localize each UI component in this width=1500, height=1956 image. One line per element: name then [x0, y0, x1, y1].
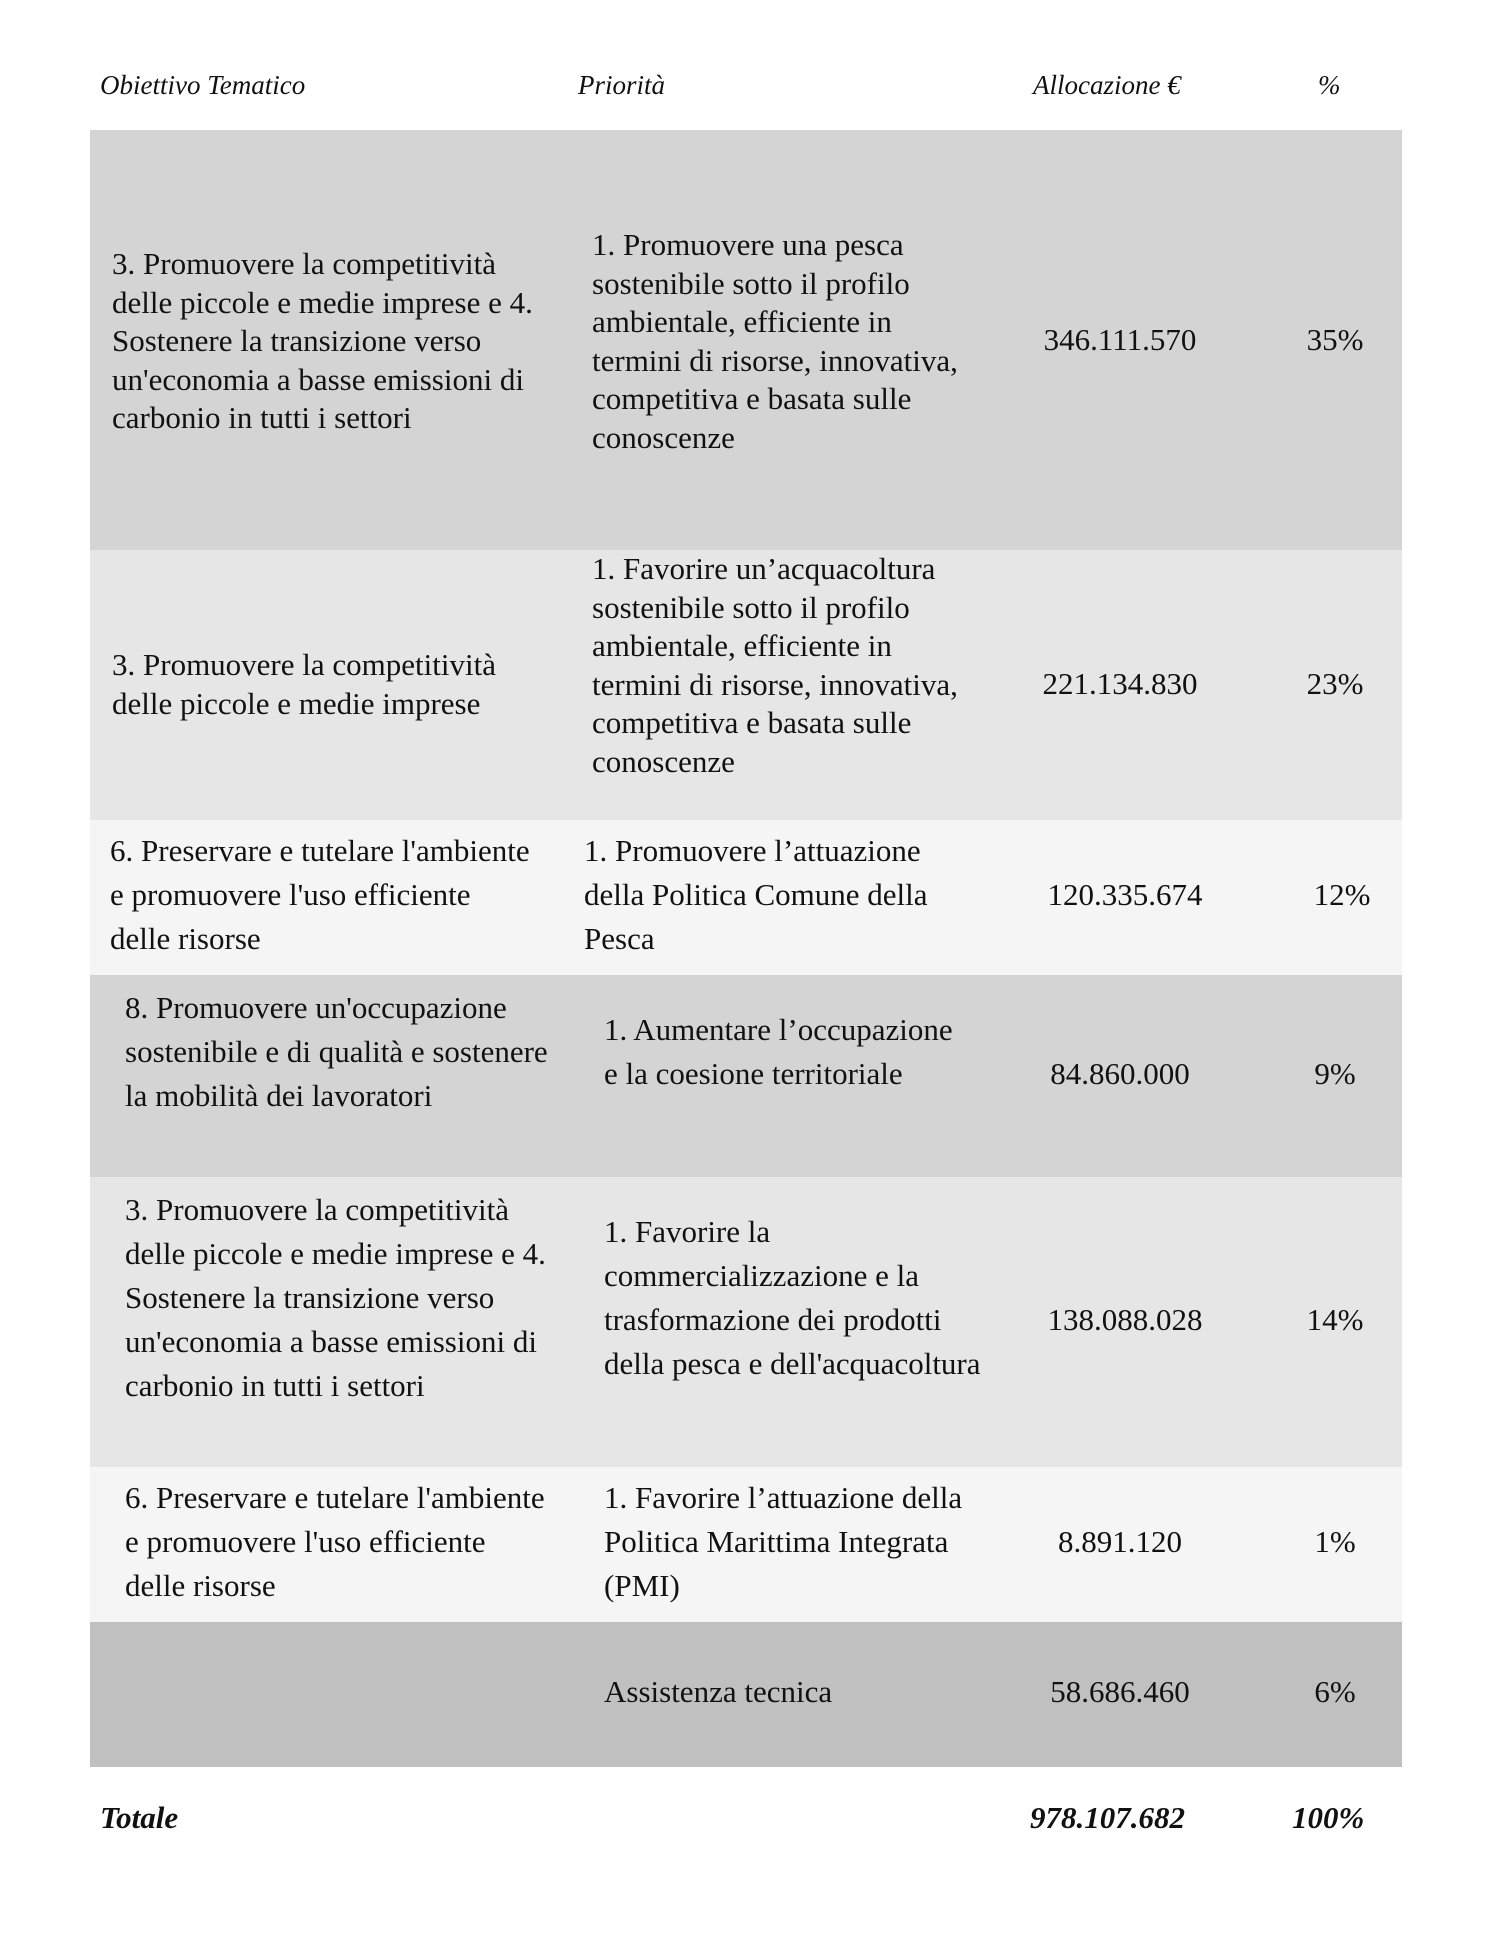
table-row: [90, 975, 1402, 1177]
percent-cell: 9%: [1314, 1056, 1356, 1091]
allocation-cell: 58.686.460: [1050, 1674, 1190, 1709]
table-row: [90, 1622, 1402, 1767]
percent-cell: 14%: [1306, 1302, 1364, 1337]
allocation-cell: 221.134.830: [1042, 666, 1198, 701]
priority-cell: 1. Favorire la commercializzazione e la trasformazione dei prodotti della pesca e dell'acquacoltura: [604, 1214, 981, 1381]
total-allocation: 978.107.682: [1030, 1800, 1185, 1835]
table-row: [90, 130, 1402, 550]
percent-cell: 1%: [1314, 1524, 1356, 1559]
header-percent: %: [1318, 70, 1341, 100]
priority-cell: 1. Promuovere l’attuazione della Politica Comune della Pesca: [584, 833, 928, 956]
allocation-cell: 84.860.000: [1050, 1056, 1190, 1091]
objective-cell: 8. Promuovere un'occupazione sostenibile e di qualità e sostenere la mobilità dei lavoratori: [125, 990, 548, 1113]
table-row: [90, 550, 1402, 820]
allocation-cell: 8.891.120: [1058, 1524, 1182, 1559]
objective-cell: 6. Preservare e tutelare l'ambiente e promuovere l'uso efficiente delle risorse: [110, 833, 530, 956]
percent-cell: 6%: [1314, 1674, 1356, 1709]
priority-cell: 1. Promuovere una pesca sostenibile sotto il profilo ambientale, efficiente in termini di risorse, innovativa, competitiva e basata sulle conoscenze: [592, 227, 958, 455]
table-row: [90, 1467, 1402, 1622]
percent-cell: 12%: [1313, 877, 1371, 912]
percent-cell: 23%: [1306, 666, 1364, 701]
percent-cell: 35%: [1306, 322, 1364, 357]
priority-cell: 1. Favorire l’attuazione della Politica Marittima Integrata (PMI): [604, 1480, 963, 1603]
header-priority: Priorità: [578, 70, 666, 100]
objective-cell: 3. Promuovere la competitività delle piccole e medie imprese e 4. Sostenere la transizione verso un'economia a basse emissioni di carbonio in tutti i settori: [112, 246, 533, 435]
allocation-cell: 120.335.674: [1047, 877, 1203, 912]
objective-cell: 3. Promuovere la competitività delle piccole e medie imprese: [112, 647, 496, 721]
objective-cell: 3. Promuovere la competitività delle piccole e medie imprese e 4. Sostenere la transizione verso un'economia a basse emissioni di carbonio in tutti i settori: [125, 1192, 546, 1403]
header-objective: Obiettivo Tematico: [100, 70, 306, 100]
priority-cell: 1. Aumentare l’occupazione e la coesione territoriale: [604, 1012, 953, 1091]
total-label: Totale: [100, 1800, 179, 1835]
priority-cell: Assistenza tecnica: [604, 1674, 833, 1709]
total-percent: 100%: [1292, 1800, 1365, 1835]
allocation-cell: 346.111.570: [1043, 322, 1197, 357]
header-allocation: Allocazione €: [1033, 70, 1181, 100]
priority-cell: 1. Favorire un’acquacoltura sostenibile sotto il profilo ambientale, efficiente in termini di risorse, innovativa, competitiva e basata sulle conoscenze: [592, 551, 958, 779]
allocation-cell: 138.088.028: [1047, 1302, 1203, 1337]
table-row: [90, 820, 1402, 975]
table-row: [90, 1177, 1402, 1467]
objective-cell: 6. Preservare e tutelare l'ambiente e promuovere l'uso efficiente delle risorse: [125, 1480, 545, 1603]
